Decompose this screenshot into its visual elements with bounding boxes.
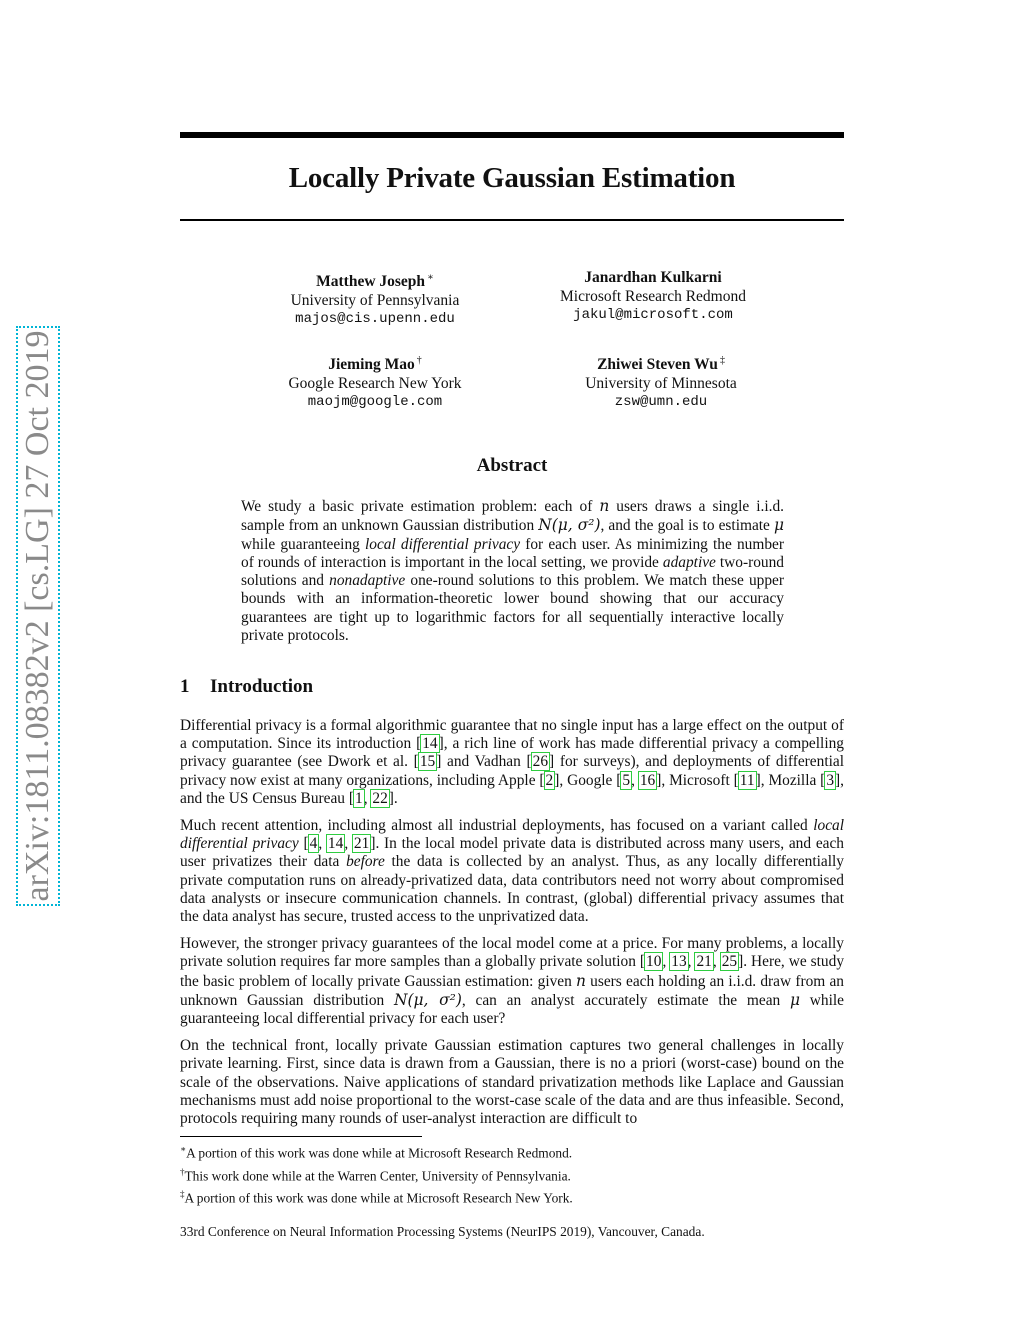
citation-link[interactable]: 13 (671, 953, 687, 971)
citation-link[interactable]: 16 (639, 771, 656, 789)
paper-title: Locally Private Gaussian Estimation (288, 162, 736, 194)
author-block (523, 268, 783, 325)
footnote: †This work done while at the Warren Center, University of Pennsylvania. (180, 1166, 571, 1184)
abstract-text: We study a basic private estimation problem: each of n users draws a single i.i.d. sample from an unknown Gaussian distribution N(μ, σ²), and the goal is to estimate μ while guaranteeing local differential privacy for each user. As minimizing the number of rounds of interaction is important in the local setting, we provide adaptive two-round solutions and nonadaptive one-round solutions to this problem. We match these upper bounds with an information-theoretic lower bound showing that our accuracy guarantees are tight up to logarithmic factors for all sequentially interactive locally private protocols. (241, 497, 785, 645)
paragraph: Much recent attention, including almost all industrial deployments, has focused on a variant called local differential privacy [4, 14, 21]. In the local model private data is distributed across many users, and each user privatizes their data before the data is collected by an analyst. Thus, as any locally differentially private computation runs on already-privatized data, data contributors need not worry about compromised data analysts or insecure communication channels. In contrast, (global) differential privacy assumes that the data analyst has secure, trusted access to the unprivatized data. (180, 817, 845, 926)
venue-note: 33rd Conference on Neural Information Processing Systems (NeurIPS 2019), Vancouver, Canada. (180, 1224, 705, 1239)
author-affiliation: Microsoft Research Redmond (560, 288, 746, 305)
author-name: Jieming Mao † (328, 355, 422, 374)
citation-link[interactable]: 26 (532, 753, 549, 771)
author-block (531, 351, 791, 412)
citation-link[interactable]: 25 (721, 953, 738, 971)
title-bottom-rule (180, 219, 844, 221)
citation-link[interactable]: 21 (353, 835, 370, 853)
author-affiliation: Google Research New York (288, 375, 462, 393)
citation-link[interactable]: 15 (419, 753, 436, 771)
citation-link[interactable]: 14 (422, 735, 438, 753)
paragraph: On the technical front, locally private Gaussian estimation captures two general challenges in locally private learning. First, since data is drawn from a Gaussian, there is no a priori (worst-case) bound on the scale of the observations. Naive applications of standard privatization methods like Laplace and Gaussian mechanisms must add noise proportional to the worst-case scale of the data and are thus infeasible. Second, protocols requiring many rounds of user-analyst interaction are difficult to (180, 1037, 844, 1128)
author-name: Matthew Joseph ∗ (316, 272, 434, 291)
author-block (245, 268, 505, 329)
author-email[interactable]: majos@cis.upenn.edu (295, 311, 455, 328)
citation-link[interactable]: 11 (739, 771, 755, 789)
arxiv-stamp[interactable] (16, 326, 60, 906)
citation-link[interactable]: 14 (327, 835, 344, 853)
citation-link[interactable]: 5 (622, 771, 631, 789)
footnote-rule (180, 1136, 422, 1137)
section-number: 1 (180, 676, 190, 697)
citation-link[interactable]: 10 (646, 953, 662, 971)
section-title: Introduction (210, 676, 314, 697)
citation-link[interactable]: 21 (696, 953, 712, 971)
citation-link[interactable]: 3 (826, 771, 835, 789)
author-email[interactable]: jakul@microsoft.com (573, 307, 733, 323)
abstract-heading: Abstract (476, 455, 548, 476)
arxiv-stamp-text: arXiv:1811.08382v2 [cs.LG] 27 Oct 2019 (16, 326, 60, 906)
footnote: ‡A portion of this work was done while at Microsoft Research New York. (180, 1189, 573, 1206)
author-email[interactable]: zsw@umn.edu (614, 394, 708, 411)
footnote: ∗A portion of this work was done while at Microsoft Research Redmond. (180, 1144, 573, 1161)
section-heading (180, 676, 313, 698)
paragraph: However, the stronger privacy guarantees of the local model come at a price. For many problems, a locally private solution requires far more samples than a globally private solution [10, 13, 21, 25]. Here, we study the basic problem of locally private Gaussian estimation: given n users each holding an i.i.d. draw from an unknown Gaussian distribution N(μ, σ²), can an analyst accurately estimate the mean μ while guaranteeing local differential privacy for each user? (180, 935, 845, 1028)
author-name: Janardhan Kulkarni (584, 269, 722, 286)
citation-link[interactable]: 22 (372, 789, 388, 807)
author-block (245, 351, 505, 412)
title-top-rule (180, 132, 844, 138)
author-affiliation: University of Pennsylvania (290, 292, 460, 310)
citation-link[interactable]: 1 (354, 789, 363, 807)
author-name: Zhiwei Steven Wu ‡ (597, 355, 725, 374)
citation-link[interactable]: 2 (545, 771, 554, 789)
body-text (180, 717, 844, 1137)
citation-link[interactable]: 4 (309, 835, 318, 853)
paragraph: Differential privacy is a formal algorithmic guarantee that no single input has a large effect on the output of a computation. Since its introduction [14], a rich line of work has made differential privacy a compelling privacy guarantee (see Dwork et al. [15] and Vadhan [26] for surveys), and deployments of differential privacy now exist at many organizations, including Apple [2], Google [5, 16], Microsoft [11], Mozilla [3], and the US Census Bureau [1, 22]. (180, 717, 844, 807)
author-email[interactable]: maojm@google.com (307, 394, 443, 411)
author-affiliation: University of Minnesota (585, 375, 737, 393)
footnotes (180, 1140, 573, 1208)
